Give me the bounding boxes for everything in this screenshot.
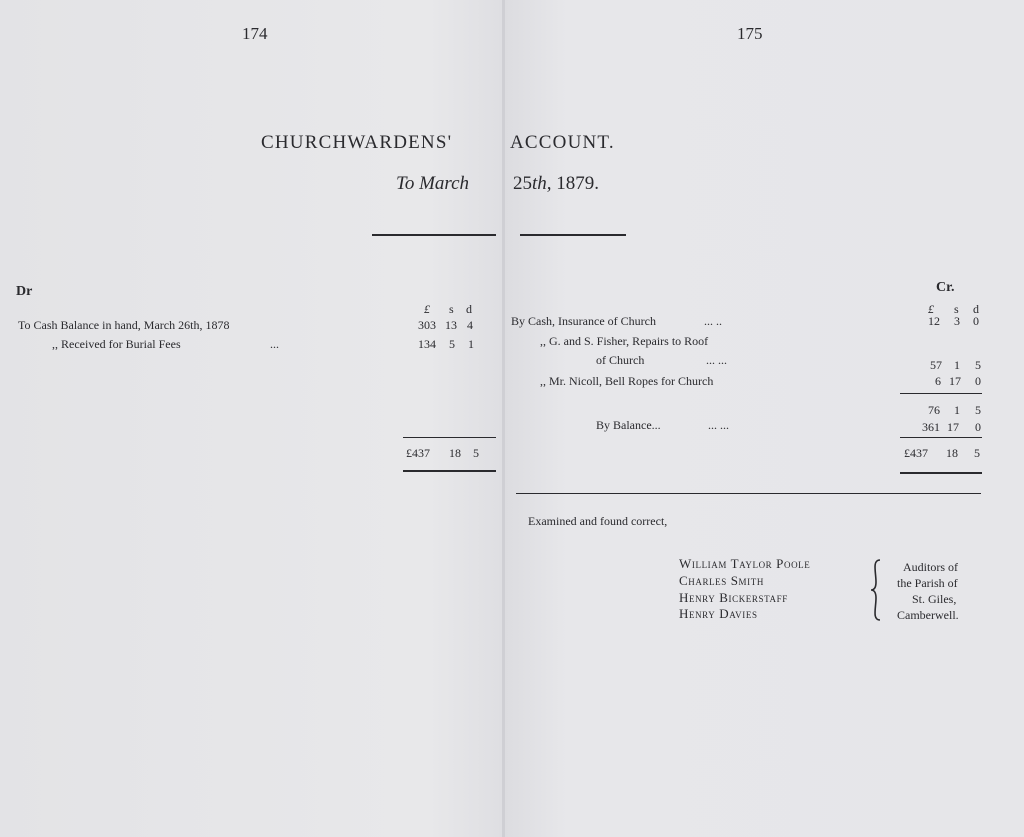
auditors-note-line4: Camberwell.	[897, 608, 959, 622]
debit-row-cash-balance: To Cash Balance in hand, March 26th, 1878	[18, 318, 230, 332]
credit-balance-pence: 0	[975, 420, 981, 434]
credit-row-fisher-cont: of Church	[596, 353, 645, 367]
credit-subtotal-pence: 5	[975, 403, 981, 417]
debit-col-pence: d	[466, 302, 472, 316]
credit-row-insurance-pence: 0	[973, 314, 979, 328]
date-year: 1879.	[556, 173, 600, 194]
title-right: ACCOUNT.	[510, 132, 615, 153]
auditor-davies: Henry Davies	[679, 606, 758, 621]
credit-row-insurance: By Cash, Insurance of Church	[511, 314, 656, 328]
left-page	[0, 0, 504, 837]
credit-row-bell-ropes: ,, Mr. Nicoll, Bell Ropes for Church	[540, 374, 714, 388]
credit-subtotal-rule	[900, 393, 982, 394]
debit-row-burial-fees-dots: ...	[270, 337, 279, 351]
debit-row-burial-fees-pounds: 134	[418, 337, 436, 351]
credit-row-insurance-pounds: 12	[928, 314, 940, 328]
debit-row-cash-balance-pence: 4	[467, 318, 473, 332]
debit-col-pounds: £	[424, 302, 430, 316]
auditor-smith: Charles Smith	[679, 573, 764, 588]
date-day: 25	[513, 173, 532, 194]
book-gutter	[502, 0, 505, 837]
page-number-right: 175	[737, 24, 763, 43]
credit-total-shillings: 18	[946, 446, 958, 460]
auditors-note-line1: Auditors of	[903, 560, 958, 574]
auditors-brace-icon	[868, 558, 884, 622]
debit-row-burial-fees-pence: 1	[468, 337, 474, 351]
heading-rule-left	[372, 234, 496, 236]
credit-balance-shillings: 17	[947, 420, 959, 434]
credit-row-fisher-pence: 5	[975, 358, 981, 372]
credit-row-fisher-shillings: 1	[954, 358, 960, 372]
debit-row-cash-balance-shillings: 13	[445, 318, 457, 332]
credit-subtotal-pounds: 76	[928, 403, 940, 417]
credit-total-pounds: £437	[904, 446, 928, 460]
credit-row-insurance-shillings: 3	[954, 314, 960, 328]
credit-row-fisher-pounds: 57	[930, 358, 942, 372]
heading-rule-right	[520, 234, 626, 236]
auditor-bickerstaff: Henry Bickerstaff	[679, 590, 788, 605]
credit-balance: By Balance...	[596, 418, 661, 432]
credit-row-fisher-dots: ... ...	[706, 353, 727, 367]
credit-label: Cr.	[936, 280, 955, 295]
debit-total-pence: 5	[473, 446, 479, 460]
date-left: To March	[396, 173, 470, 194]
debit-total-rule-top	[403, 437, 496, 438]
credit-col-pounds: £	[928, 302, 934, 316]
debit-total-rule-bottom	[403, 470, 496, 472]
debit-label: Dr	[16, 284, 33, 299]
date-suffix: th,	[532, 173, 552, 194]
credit-total-rule-bottom	[900, 472, 982, 474]
certification-text: Examined and found correct,	[528, 514, 668, 528]
debit-col-shillings: s	[449, 302, 454, 316]
credit-col-shillings: s	[954, 302, 959, 316]
credit-row-bell-ropes-pence: 0	[975, 374, 981, 388]
auditors-note-line2: the Parish of	[897, 576, 958, 590]
title-left: CHURCHWARDENS'	[261, 132, 453, 153]
debit-row-burial-fees: ,, Received for Burial Fees	[52, 337, 181, 351]
credit-subtotal-shillings: 1	[954, 403, 960, 417]
debit-total-shillings: 18	[449, 446, 461, 460]
credit-row-fisher: ,, G. and S. Fisher, Repairs to Roof	[540, 334, 709, 348]
debit-row-cash-balance-pounds: 303	[418, 318, 436, 332]
page-number-left: 174	[242, 24, 268, 43]
credit-total-rule-top	[900, 437, 982, 438]
auditor-poole: William Taylor Poole	[679, 556, 811, 571]
auditors-note-line3: St. Giles,	[912, 592, 957, 606]
section-divider	[516, 493, 981, 494]
credit-row-bell-ropes-shillings: 17	[949, 374, 961, 388]
credit-total-pence: 5	[974, 446, 980, 460]
credit-row-bell-ropes-pounds: 6	[935, 374, 941, 388]
credit-row-insurance-dots: ... ..	[704, 314, 722, 328]
credit-balance-pounds: 361	[922, 420, 940, 434]
credit-col-pence: d	[973, 302, 979, 316]
credit-balance-dots: ... ...	[708, 418, 729, 432]
debit-row-burial-fees-shillings: 5	[449, 337, 455, 351]
date-right	[513, 173, 599, 195]
debit-total-pounds: £437	[406, 446, 430, 460]
right-page	[504, 0, 1024, 837]
